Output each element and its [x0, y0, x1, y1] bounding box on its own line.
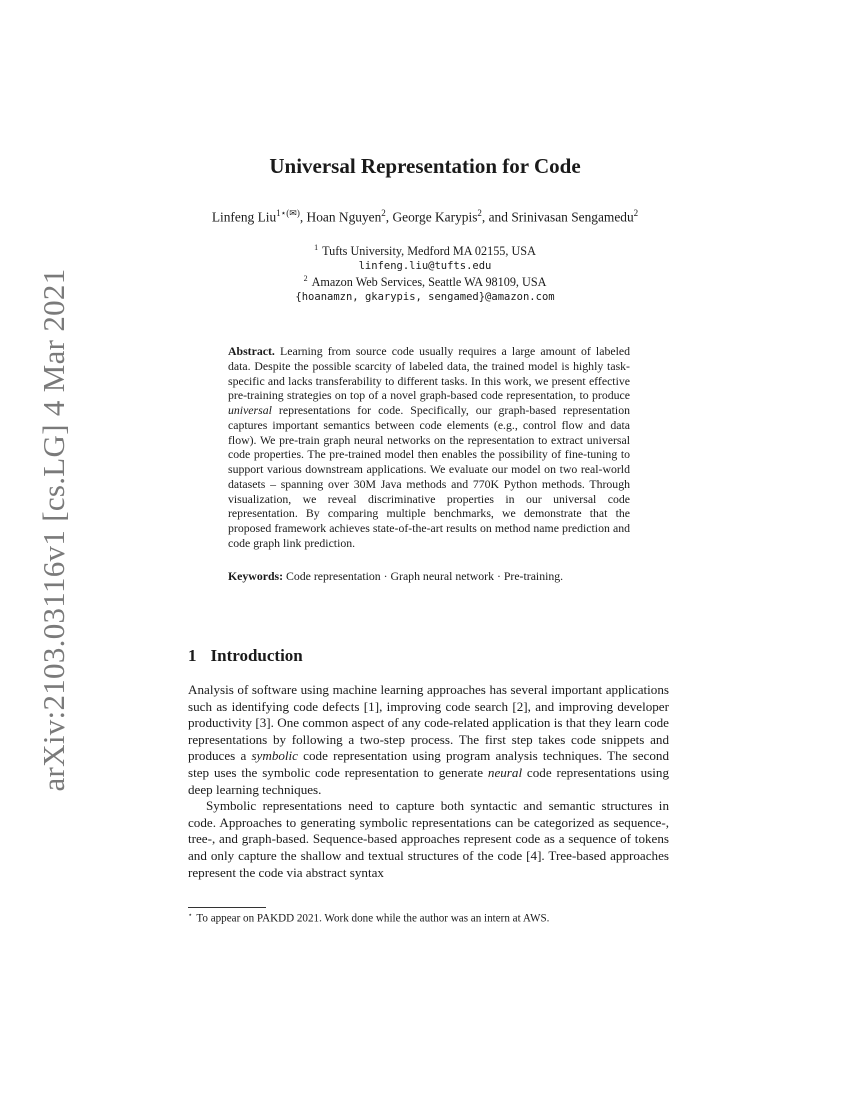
body-text	[188, 682, 669, 881]
paragraph-text: code representations using deep learning techniques.	[188, 764, 669, 797]
keywords-line	[228, 569, 630, 584]
affiliation-1	[0, 240, 850, 274]
affiliation-2	[0, 271, 850, 305]
author-affiliation-mark: 2	[381, 208, 386, 218]
author-affiliation-mark: 1⋆(✉)	[276, 208, 300, 218]
abstract-label: Abstract.	[228, 344, 275, 358]
section-number: 1	[188, 646, 197, 665]
footnote	[188, 911, 549, 925]
keywords-text: Code representation · Graph neural network · Pre-training.	[286, 568, 564, 583]
abstract-block	[228, 344, 630, 583]
author-separator: ,	[299, 209, 307, 225]
section-heading	[188, 646, 303, 666]
affiliation-email: {hoanamzn, gkarypis, sengamed}@amazon.com	[295, 291, 555, 304]
paragraph	[188, 682, 669, 798]
paragraph-emphasis: symbolic	[251, 748, 298, 764]
author-separator: , and	[481, 209, 512, 225]
abstract-emphasis: universal	[228, 403, 272, 417]
author-list	[0, 208, 850, 225]
author-name: Linfeng Liu	[211, 209, 277, 225]
paper-title: Universal Representation for Code	[269, 154, 581, 178]
affiliation-institution: Amazon Web Services, Seattle WA 98109, USA	[311, 275, 547, 290]
author-name: Hoan Nguyen	[306, 209, 382, 225]
author-name: Srinivasan Sengamedu	[511, 209, 634, 225]
author-affiliation-mark: 2	[477, 208, 482, 218]
paragraph	[188, 798, 669, 881]
author-separator: ,	[385, 209, 393, 225]
paragraph-text: Symbolic representations need to capture both syntactic and semantic structures in code. Approaches to generating symbolic representations can be categorized as sequence-, tree-, and graph-based. Sequence-based approaches represent code as a sequence of tokens and only capture the shallow and textual structures of the code [4]. Tree-based approaches represent the code via abstract syntax	[188, 798, 669, 880]
paragraph-text: code representation using program analysis techniques. The second step uses the symbolic code representation to generate	[188, 748, 669, 780]
author-affiliation-mark: 2	[633, 208, 639, 218]
arxiv-identifier-stamp: arXiv:2103.03116v1 [cs.LG] 4 Mar 2021	[36, 268, 71, 792]
footnote-mark: ⋆	[188, 911, 193, 919]
affiliation-number: 2	[303, 274, 308, 283]
author-name: George Karypis	[392, 209, 478, 225]
paragraph-emphasis: neural	[487, 764, 523, 780]
footnote-divider	[188, 907, 266, 908]
paragraph-text: Analysis of software using machine learning approaches has several important applications such as identifying code defects [1], improving code search [2], and improving developer productivity [3]. One common aspect of any code-related application is that they learn code representations by following a two-step process. The first step takes code snippets and produces a	[188, 682, 669, 764]
keywords-label: Keywords:	[228, 568, 284, 583]
abstract-text	[228, 344, 630, 551]
footnote-text: To appear on PAKDD 2021. Work done while the author was an intern at AWS.	[196, 912, 550, 925]
affiliation-email: linfeng.liu@tufts.edu	[358, 260, 492, 273]
affiliation-institution: Tufts University, Medford MA 02155, USA	[322, 244, 536, 259]
abstract-text-part: Learning from source code usually requires a large amount of labeled data. Despite the possible scarcity of labeled data, the trained model is highly task-specific and lacks transferability to different tasks. In this work, we present effective pre-training strategies on top of a novel graph-based code representation, to produce	[228, 344, 630, 403]
abstract-text-part: representations for code. Specifically, our graph-based representation captures important semantics between code elements (e.g., control flow and data flow). We pre-train graph neural networks on the representation to extract universal code properties. The pre-trained model then enables the possibility of fine-tuning to support various downstream applications. We evaluate our model on two real-world datasets – spanning over 30M Java methods and 770K Python methods. Through visualization, we reveal discriminative properties in our universal code representation. By comparing multiple benchmarks, we demonstrate that the proposed framework achieves state-of-the-art results on method name prediction and code graph link prediction.	[228, 403, 630, 550]
affiliation-number: 1	[314, 243, 319, 252]
section-title: Introduction	[210, 646, 303, 665]
